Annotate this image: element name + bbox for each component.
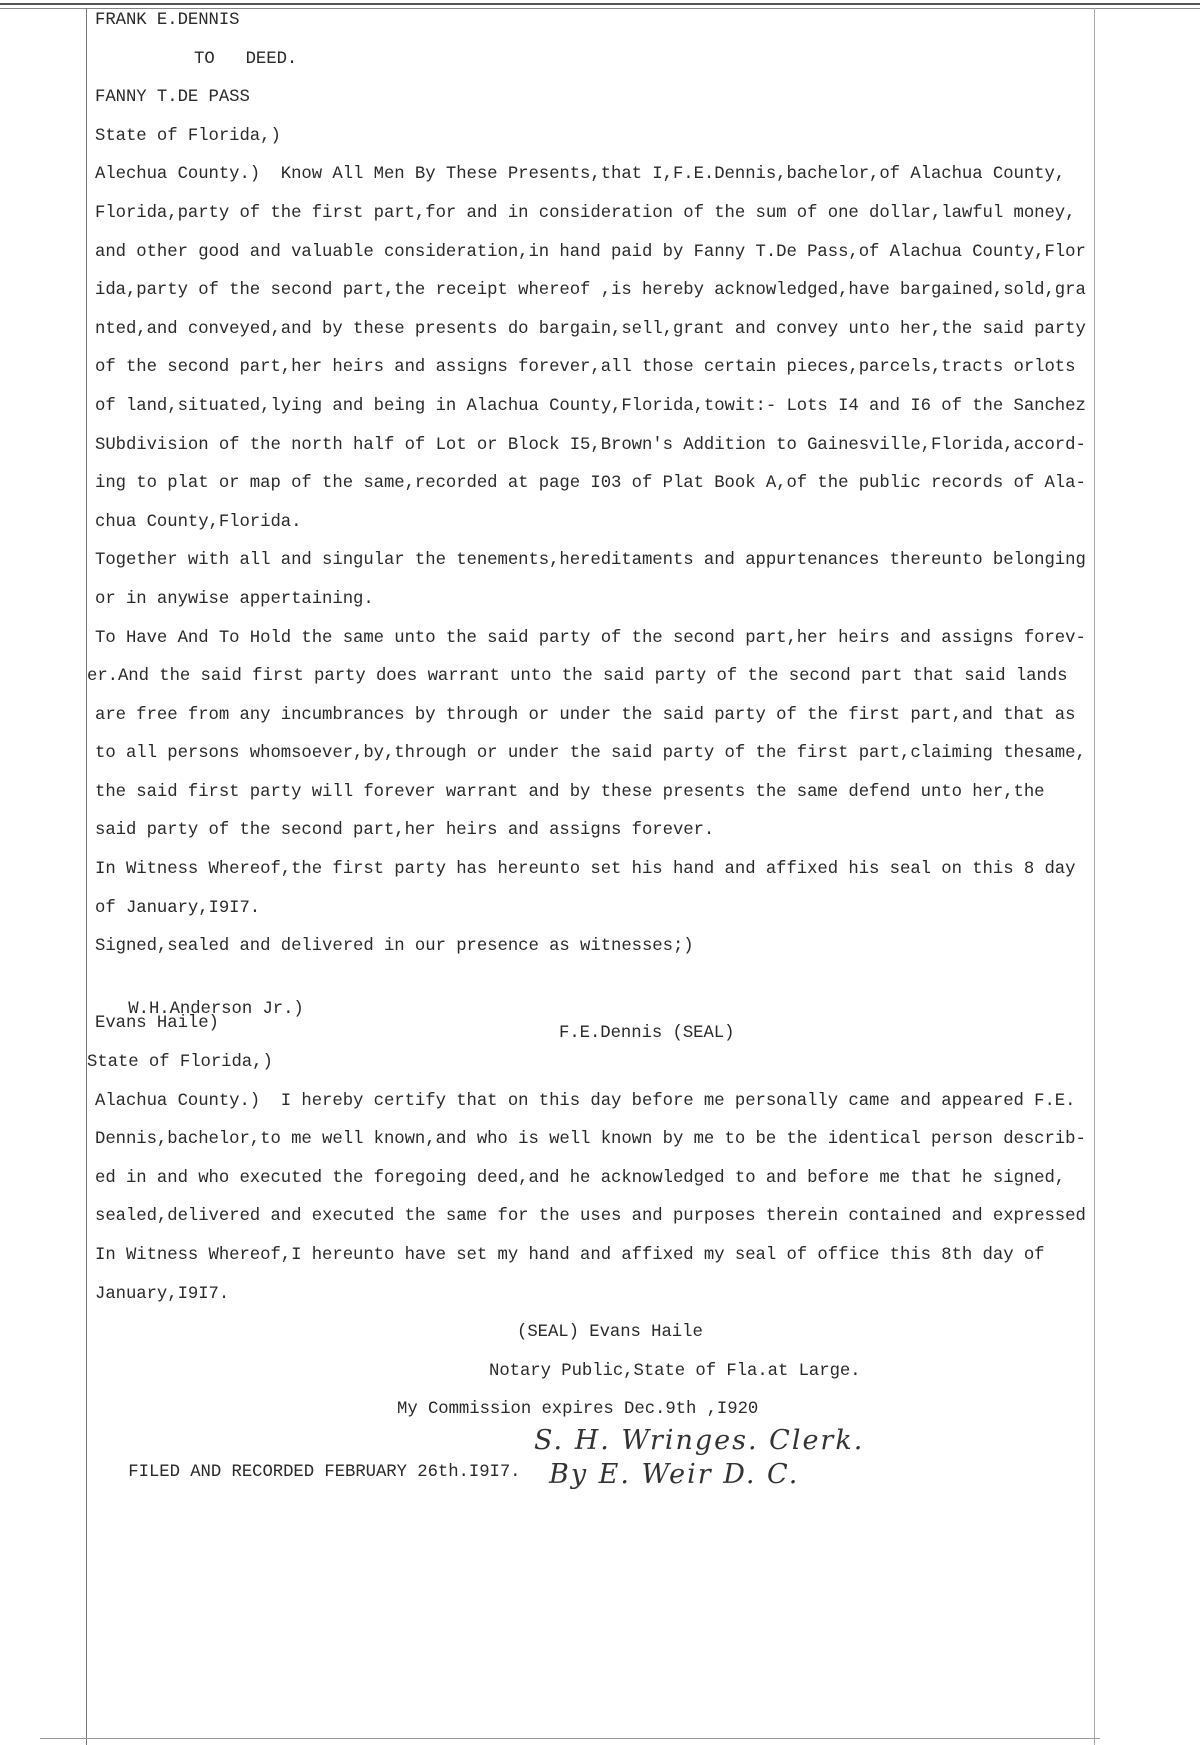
grantor-signature: F.E.Dennis (SEAL) (559, 1023, 735, 1043)
deed-line: In Witness Whereof,the first party has hereunto set his hand and affixed his seal on this 8 day (95, 860, 1076, 880)
deed-line: Alechua County.) Know All Men By These Presents,that I,F.E.Dennis,bachelor,of Alachua County, (95, 165, 1066, 185)
deed-line: ida,party of the second part,the receipt whereof ,is hereby acknowledged,have bargained,sold,gra (95, 281, 1086, 301)
deed-line: To Have And To Hold the same unto the said party of the second part,her heirs and assigns forev- (95, 628, 1086, 648)
deed-line: ing to plat or map of the same,recorded at page I03 of Plat Book A,of the public records of Ala- (95, 474, 1086, 494)
deed-line: Together with all and singular the tenements,hereditaments and appurtenances thereunto belonging (95, 551, 1086, 571)
to-deed-heading: TO DEED. (194, 49, 298, 69)
ack-line: Alachua County.) I hereby certify that on this day before me personally came and appeared F.E. (95, 1091, 1076, 1111)
deed-line: SUbdivision of the north half of Lot or Block I5,Brown's Addition to Gainesville,Florida,accord- (95, 435, 1086, 455)
clerk-signature: S. H. Wringes. Clerk. (534, 1424, 865, 1456)
deed-line: or in anywise appertaining. (95, 589, 374, 609)
deed-line: State of Florida,) (95, 126, 281, 146)
notary-commission: My Commission expires Dec.9th ,I920 (397, 1400, 759, 1420)
ack-line: In Witness Whereof,I hereunto have set my hand and affixed my seal of office this 8th day of (95, 1246, 1045, 1265)
deed-line: nted,and conveyed,and by these presents do bargain,sell,grant and convey unto her,the said party (95, 319, 1086, 339)
ack-line: sealed,delivered and executed the same for the uses and purposes therein contained and expressed (95, 1207, 1086, 1227)
witness-1: W.H.Anderson Jr.) (128, 999, 304, 1019)
notary-title: Notary Public,State of Fla.at Large. (489, 1361, 861, 1381)
deed-line: chua County,Florida. (95, 512, 302, 532)
filed-recorded: FILED AND RECORDED FEBRUARY 26th.I9I7. (128, 1462, 521, 1482)
ack-line: State of Florida,) (87, 1053, 273, 1073)
deed-line: and other good and valuable consideration,in hand paid by Fanny T.De Pass,of Alachua County,Flor (95, 242, 1086, 262)
top-border (0, 3, 1200, 5)
deed-line: to all persons whomsoever,by,through or under the said party of the first part,claiming thesame, (95, 744, 1086, 764)
deed-line: Florida,party of the first part,for and in consideration of the sum of one dollar,lawful money, (95, 203, 1076, 223)
deed-line: said party of the second part,her heirs and assigns forever. (95, 821, 715, 841)
deed-line: of January,I9I7. (95, 898, 261, 918)
deed-line: Signed,sealed and delivered in our presence as witnesses;) (95, 937, 694, 957)
notary-seal-name: (SEAL) Evans Haile (517, 1323, 703, 1343)
deed-line: er.And the said first party does warrant unto the said party of the second part that said lands (87, 667, 1068, 687)
deputy-signature: By E. Weir D. C. (549, 1458, 800, 1490)
ack-line: Dennis,bachelor,to me well known,and who is well known by me to be the identical person describ- (95, 1130, 1086, 1150)
deed-line: the said first party will forever warrant and by these presents the same defend unto her,the (95, 782, 1045, 802)
deed-line: are free from any incumbrances by through or under the said party of the first part,and that as (95, 705, 1076, 725)
filing-row (87, 1424, 1095, 1490)
ack-line: ed in and who executed the foregoing deed,and he acknowledged to and before me that he signed, (95, 1168, 1066, 1188)
deed-document (87, 9, 1095, 1490)
deed-line: of the second part,her heirs and assigns forever,all those certain pieces,parcels,tracts orlots (95, 358, 1076, 378)
grantor-name: FRANK E.DENNIS (95, 11, 240, 30)
witness-2: Evans Haile) (95, 1014, 219, 1034)
bottom-border (40, 1738, 1100, 1739)
deed-line: of land,situated,lying and being in Alachua County,Florida,towit:- Lots I4 and I6 of the Sanchez (95, 396, 1086, 416)
grantee-name: FANNY T.DE PASS (95, 88, 250, 108)
ack-line: January,I9I7. (95, 1284, 230, 1304)
